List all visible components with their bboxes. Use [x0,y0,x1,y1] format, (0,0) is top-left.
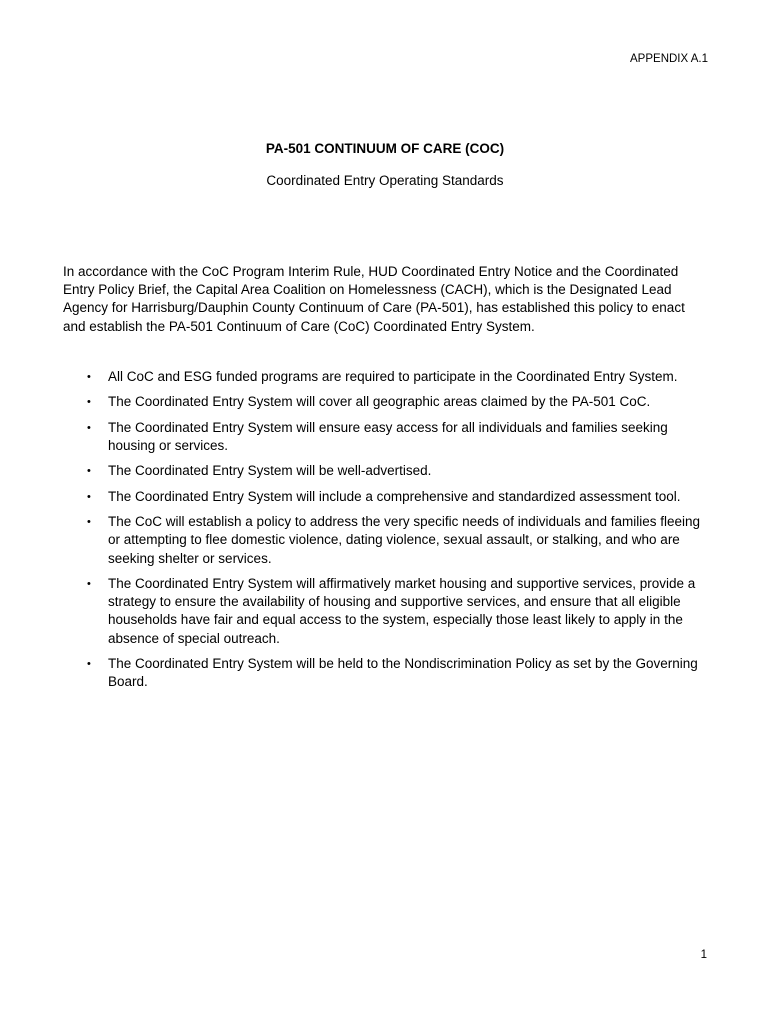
list-item [63,393,713,411]
bullet-icon: • [87,577,91,590]
document-title: PA-501 CONTINUUM OF CARE (COC) [265,141,505,156]
appendix-label: APPENDIX A.1 [630,53,708,65]
bullet-icon: • [87,465,91,478]
bullet-icon: • [87,516,91,529]
list-item-text: The Coordinated Entry System will include a comprehensive and standardized assessment tool. [108,488,681,504]
bullet-icon: • [87,371,91,383]
document-subtitle: Coordinated Entry Operating Standards [266,173,504,188]
list-item-text: The Coordinated Entry System will cover all geographic areas claimed by the PA-501 CoC. [108,394,651,410]
list-item-text: The Coordinated Entry System will affirmatively market housing and supportive services, provide a strategy to ensure the availability of housing and supportive services, and ensure that all eligible households have fair and equal access to the system, especially those least likely to apply in the absence of special outreach. [108,575,696,646]
list-item [63,419,713,455]
list-item [63,488,713,506]
bullet-icon: • [87,396,91,409]
list-item [63,575,713,648]
intro-paragraph: In accordance with the CoC Program Interim Rule, HUD Coordinated Entry Notice and the Coordinated Entry Policy Brief, the Capital Area Coalition on Homelessness (CACH), which is the Designated Lead Agency for Harrisburg/Dauphin County Continuum of Care (PA-501), has established this policy to enact and establish the PA-501 Continuum of Care (CoC) Coordinated Entry System. [63,264,685,334]
list-item [63,462,713,480]
list-item [63,368,713,386]
list-item-text: The Coordinated Entry System will ensure easy access for all individuals and families seeking housing or services. [108,419,668,453]
page-number: 1 [700,949,707,961]
list-item-text: All CoC and ESG funded programs are required to participate in the Coordinated Entry System. [108,369,678,384]
bullet-icon: • [87,657,91,670]
list-item [63,513,713,568]
bullet-icon: • [87,421,91,434]
list-item-text: The Coordinated Entry System will be held to the Nondiscrimination Policy as set by the Governing Board. [108,655,698,690]
list-item-text: The CoC will establish a policy to address the very specific needs of individuals and families fleeing or attempting to flee domestic violence, dating violence, sexual assault, or stalking, and who are seeking shelter or services. [108,514,701,566]
list-item-text: The Coordinated Entry System will be well-advertised. [108,463,432,479]
list-item [63,655,713,691]
bullet-icon: • [87,490,91,503]
standards-list [63,368,713,699]
